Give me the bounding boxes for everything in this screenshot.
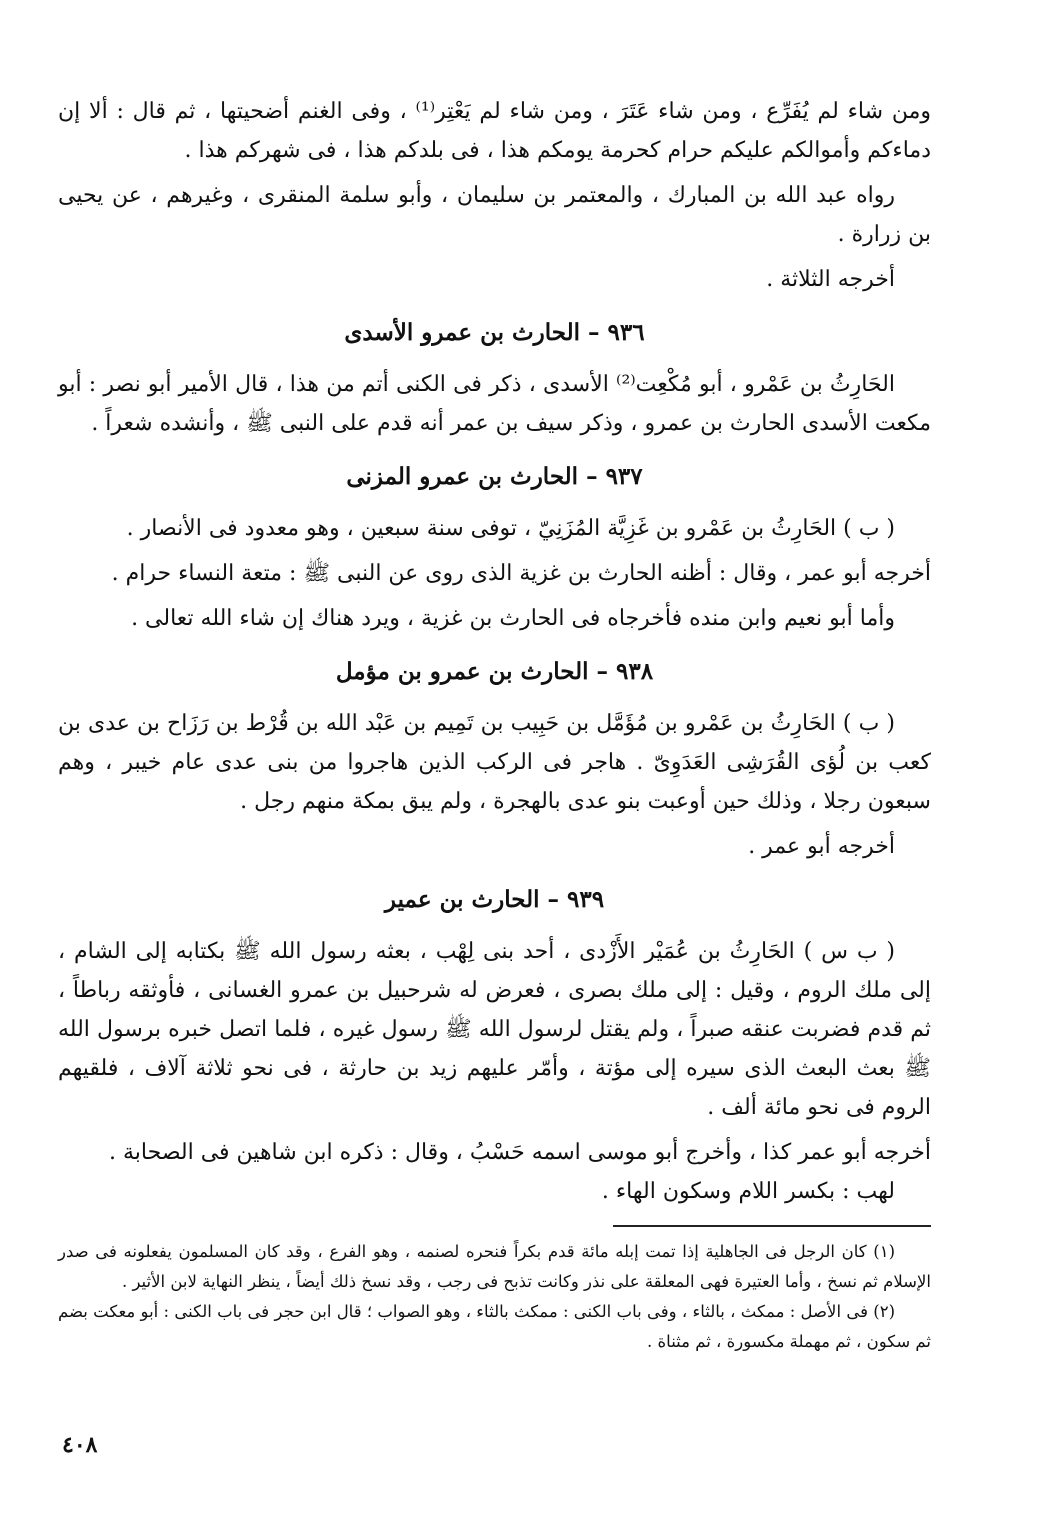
page-number: ٤٠٨ <box>62 1432 98 1458</box>
entry-937-paragraph: وأما أبو نعيم وابن منده فأخرجاه فى الحارث بن غزية ، ويرد هناك إن شاء الله تعالى . <box>131 606 895 631</box>
entry-heading-938: ٩٣٨ – الحارث بن عمرو بن مؤمل <box>335 658 654 685</box>
entry-heading-936: ٩٣٦ – الحارث بن عمرو الأسدى <box>344 319 645 346</box>
entry-938-paragraph: ( ب ) الحَارِثُ بن عَمْرو بن مُؤَمَّل بن حَبِيب بن تَمِيم بن عَبْد الله بن قُرْط بن رَزَاح بن عدى بن كعب بن لُؤى القُرَشِى العَدَوِىّ . هاجر فى الركب الذين هاجروا من بنى عدى عام خيبر ، وهم سبعون رجلا ، وذلك حين أوعبت بنو عدى بالهجرة ، ولم يبق بمكة منهم رجل . <box>58 711 932 814</box>
entry-heading-937: ٩٣٧ – الحارث بن عمرو المزنى <box>346 463 643 490</box>
entry-heading-939: ٩٣٩ – الحارث بن عمير <box>384 886 605 913</box>
entry-937-paragraph: أخرجه أبو عمر ، وقال : أظنه الحارث بن غزية الذى روى عن النبى ﷺ : متعة النساء حرام . <box>111 561 931 586</box>
entry-938-paragraph: أخرجه أبو عمر . <box>748 834 895 859</box>
footnotes <box>58 1237 931 1357</box>
footnote-divider <box>613 1225 931 1227</box>
entry-939-paragraph: لهب : بكسر اللام وسكون الهاء . <box>601 1179 895 1204</box>
footnote-2: (٢) فى الأصل : ممكث ، بالثاء ، وفى باب الكنى : ممكث بالثاء ، وهو الصواب ؛ قال ابن حجر فى باب الكنى : أبو معكت بضم ثم سكون ، ثم مهملة مكسورة ، ثم مثناة . <box>58 1302 931 1351</box>
footnote-1: (١) كان الرجل فى الجاهلية إذا تمت إبله مائة قدم بكراً فنحره لصنمه ، وهو الفرع ، وقد كان المسلمون يفعلونه فى صدر الإسلام ثم نسخ ، وأما العتيرة فهى المعلقة على نذر وكانت تذبح فى رجب ، وقد نسخ ذلك أيضاً ، ينظر النهاية لابن الأثير . <box>58 1242 931 1291</box>
entry-936-paragraph: الحَارِثُ بن عَمْرو ، أبو مُكْعِت⁽²⁾ الأسدى ، ذكر فى الكنى أتم من هذا ، قال الأمير أبو نصر : أبو مكعت الأسدى الحارث بن عمرو ، وذكر سيف بن عمر أنه قدم على النبى ﷺ ، وأنشده شعراً . <box>58 372 931 436</box>
narration-paragraph: رواه عبد الله بن المبارك ، والمعتمر بن سليمان ، وأبو سلمة المنقرى ، وغيرهم ، عن يحيى بن زرارة . <box>58 183 931 247</box>
source-note: أخرجه الثلاثة . <box>766 267 895 292</box>
entry-937-paragraph: ( ب ) الحَارِثُ بن عَمْرو بن غَزِيَّة المُزَنِيّ ، توفى سنة سبعين ، وهو معدود فى الأنصار . <box>126 516 895 541</box>
entry-939-paragraph: أخرجه أبو عمر كذا ، وأخرج أبو موسى اسمه حَسْبُ ، وقال : ذكره ابن شاهين فى الصحابة . <box>109 1140 931 1165</box>
opening-paragraph: ومن شاء لم يُفَرِّع ، ومن شاء عَتَرَ ، ومن شاء لم يَعْتِر⁽¹⁾ ، وفى الغنم أضحيتها ، ثم قال : ألا إن دماءكم وأموالكم عليكم حرام كحرمة يومكم هذا ، فى بلدكم هذا ، فى شهركم هذا . <box>58 99 931 163</box>
entry-939-paragraph: ( ب س ) الحَارِثُ بن عُمَيْر الأَزْدى ، أحد بنى لِهْب ، بعثه رسول الله ﷺ بكتابه إلى الشام ، إلى ملك الروم ، وقيل : إلى ملك بصرى ، فعرض له شرحبيل بن عمرو الغسانى ، فأوثقه رباطاً ، ثم قدم فضربت عنقه صبراً ، ولم يقتل لرسول الله ﷺ رسول غيره ، فلما اتصل خبره برسول الله ﷺ بعث البعث الذى سيره إلى مؤتة ، وأمّر عليهم زيد بن حارثة ، فى نحو ثلاثة آلاف ، فلقيهم الروم فى نحو مائة ألف . <box>58 939 931 1120</box>
